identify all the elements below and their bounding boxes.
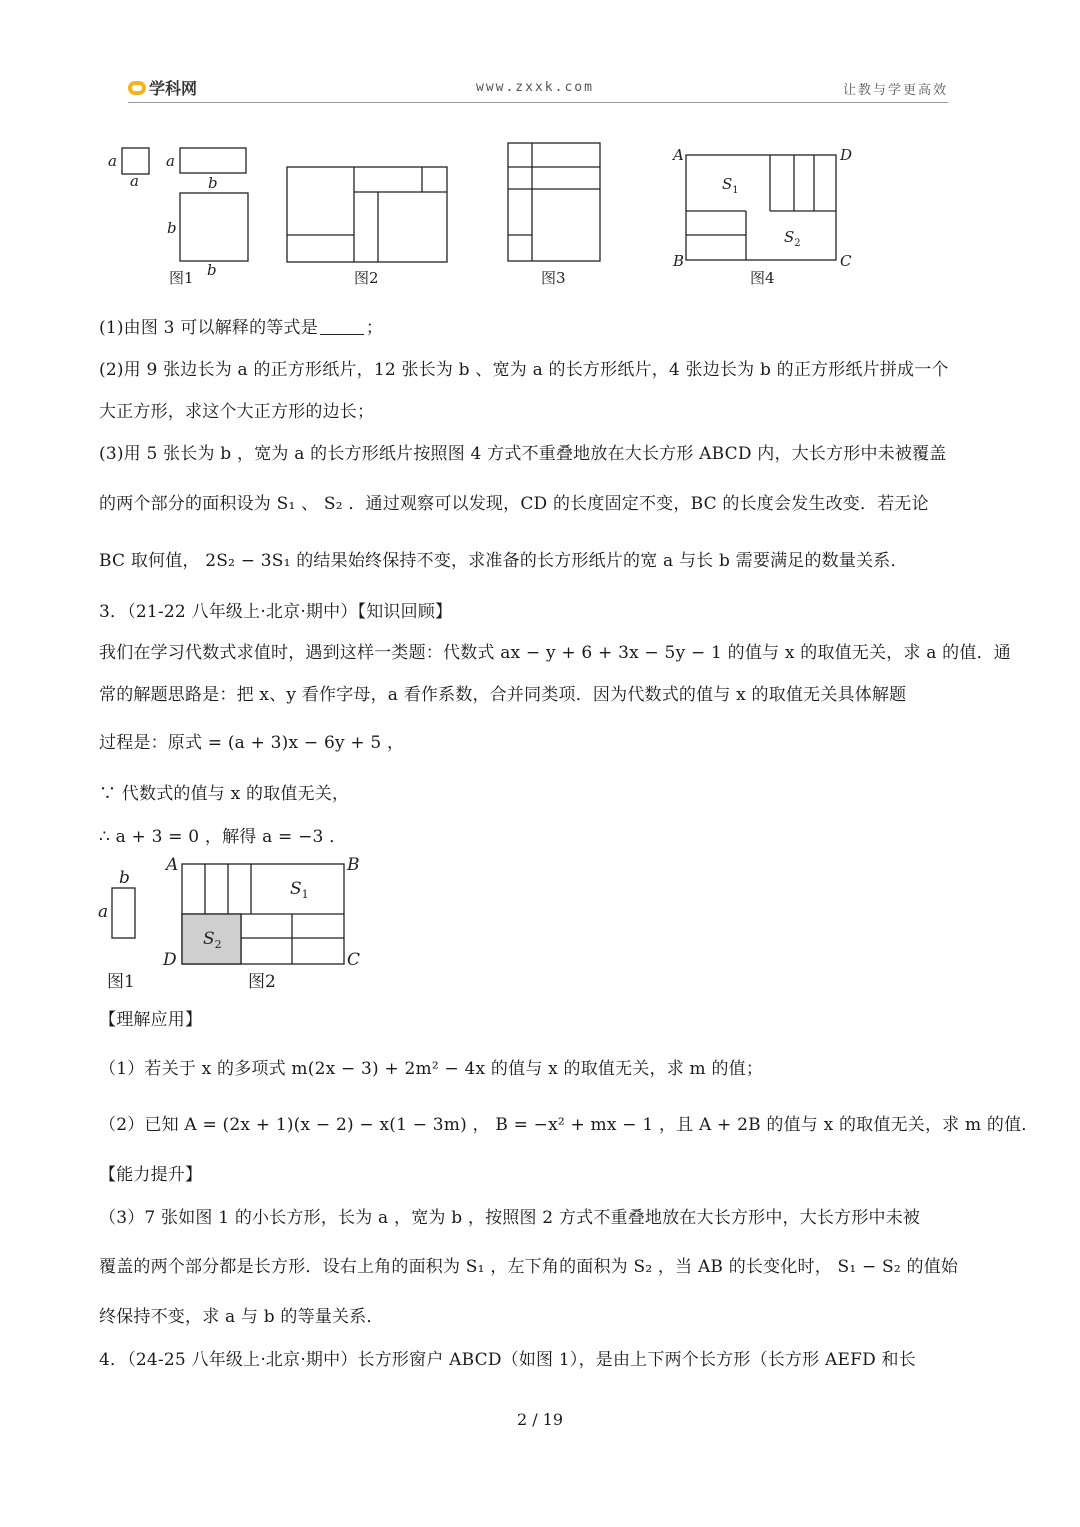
p3-fig1-label-a: a (98, 902, 109, 922)
fig3-outer (508, 143, 600, 261)
fig4-label-S1: $S_1$ (722, 175, 739, 196)
answer-blank[interactable] (320, 320, 364, 335)
fig1-big-square (180, 193, 248, 261)
fig1-caption: 图1 (169, 269, 194, 287)
p3-fig1-label-b: b (119, 868, 130, 888)
p3-because: ∵ 代数式的值与 x 的取值无关， (99, 784, 350, 804)
p3-intro-line1: 我们在学习代数式求值时，遇到这样一类题：代数式 ax − y + 6 + 3x − 5y − 1 的值与 x 的取值无关，求 a 的值．通 (99, 643, 1011, 663)
fig2-outer (287, 167, 447, 262)
p4-line1: 4．（24-25 八年级上·北京·期中）长方形窗户 ABCD（如图 1），是由上下两个长方形（长方形 AEFD 和长 (99, 1350, 916, 1370)
p2-q3-line3: BC 取何值， 2S₂ − 3S₁ 的结果始终保持不变，求准备的长方形纸片的宽 a 与长 b 需要满足的数量关系． (99, 551, 908, 571)
fig1-label-a1: a (108, 152, 117, 170)
section-apply: 【理解应用】 (99, 1010, 203, 1030)
fig3-caption: 图3 (541, 269, 566, 287)
logo-text: 学科网 (149, 79, 198, 98)
fig1-label-b3: b (207, 261, 217, 279)
fig1-label-b2: b (167, 219, 177, 237)
logo (128, 76, 197, 99)
p3-fig2-label-S2: $S_2$ (203, 929, 222, 951)
fig4-label-D: D (840, 146, 853, 164)
p3-intro-line2: 常的解题思路是：把 x、y 看作字母，a 看作系数，合并同类项．因为代数式的值与 x 的取值无关具体解题 (99, 685, 907, 705)
p3-q3-line2: 覆盖的两个部分都是长方形．设右上角的面积为 S₁ ，左下角的面积为 S₂ ，当 AB 的长变化时， S₁ − S₂ 的值始 (99, 1257, 959, 1277)
fig4-label-S2: $S_2$ (784, 228, 801, 249)
p3-q1: （1）若关于 x 的多项式 m(2x − 3) + 2m² − 4x 的值与 x 的取值无关，求 m 的值； (99, 1059, 764, 1079)
fig1-rect (180, 148, 246, 173)
p2-q2-line1: (2)用 9 张边长为 a 的正方形纸片，12 张长为 b 、宽为 a 的长方形纸片，4 张边长为 b 的正方形纸片拼成一个 (99, 360, 949, 380)
p2-q2-line2: 大正方形，求这个大正方形的边长； (99, 402, 375, 422)
p3-q3-line1: （3）7 张如图 1 的小长方形，长为 a ，宽为 b ，按照图 2 方式不重叠地放在大长方形中，大长方形中未被 (99, 1208, 921, 1228)
figures-p3 (0, 850, 400, 1000)
p3-therefore: ∴ a + 3 = 0 ，解得 a = −3 ． (99, 827, 347, 847)
fig4-label-A: A (673, 146, 684, 164)
fig1-label-a2: a (130, 172, 139, 190)
p3-fig2-label-A: A (166, 855, 179, 875)
p2-q1: (1)由图 3 可以解释的等式是 ； (99, 318, 384, 338)
fig4-label-C: C (840, 252, 852, 270)
fig4-caption: 图4 (750, 269, 775, 287)
slogan: 让教与学更高效 (842, 83, 948, 98)
p3-fig1-rect (112, 888, 135, 938)
figures-top (0, 110, 1080, 295)
p3-title: 3．（21-22 八年级上·北京·期中）【知识回顾】 (99, 602, 453, 622)
p3-fig2-label-D: D (163, 950, 177, 970)
fig2-caption: 图2 (354, 269, 379, 287)
p2-q3-line2: 的两个部分的面积设为 S₁ 、 S₂ ．通过观察可以发现，CD 的长度固定不变，BC 的长度会发生改变．若无论 (99, 494, 929, 514)
p3-fig2-label-C: C (347, 950, 361, 970)
fig1-label-b1: b (208, 174, 218, 192)
p3-fig1-caption: 图1 (107, 972, 135, 992)
fig1-small-square (122, 148, 149, 174)
p3-fig2-label-B: B (347, 855, 360, 875)
site-url: www.zxxk.com (476, 80, 594, 95)
logo-icon (128, 81, 146, 95)
section-improve: 【能力提升】 (99, 1165, 203, 1185)
p3-q2: （2）已知 A = (2x + 1)(x − 2) − x(1 − 3m) ， B = −x² + mx − 1 ，且 A + 2B 的值与 x 的取值无关，求 m 的值． (99, 1115, 1039, 1135)
page-header (128, 76, 948, 103)
p2-q3-line1: (3)用 5 张长为 b ，宽为 a 的长方形纸片按照图 4 方式不重叠地放在大长方形 ABCD 内，大长方形中未被覆盖 (99, 444, 947, 464)
page-number: 2 / 19 (516, 1410, 564, 1429)
p3-fig2-caption: 图2 (248, 972, 276, 992)
p3-q3-line3: 终保持不变，求 a 与 b 的等量关系． (99, 1307, 384, 1327)
fig1-label-a3: a (166, 152, 175, 170)
fig4-label-B: B (673, 252, 685, 270)
p3-fig2-label-S1: $S_1$ (290, 879, 309, 901)
p3-intro-line3: 过程是：原式 = (a + 3)x − 6y + 5 ， (99, 733, 405, 753)
